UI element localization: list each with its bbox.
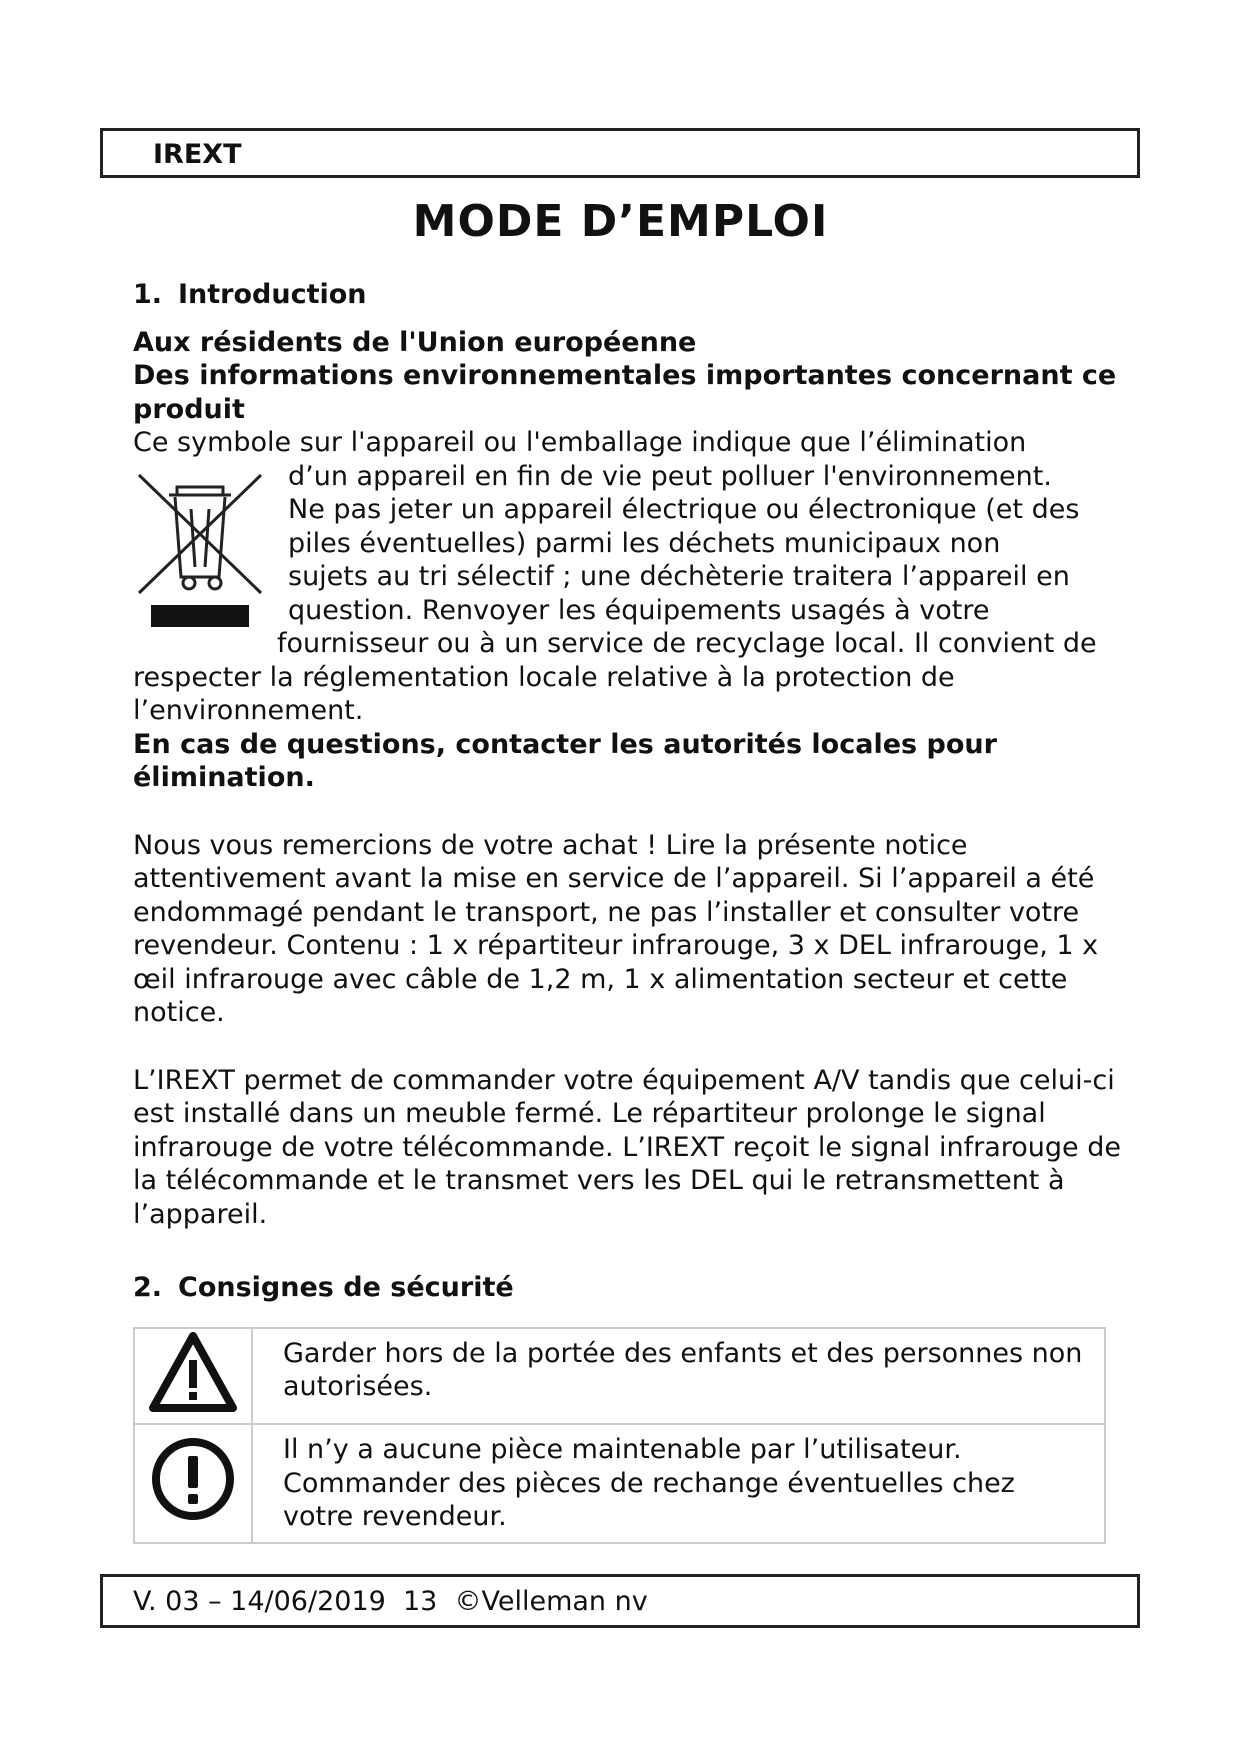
footer-box bbox=[100, 1574, 1140, 1628]
product-code: IREXT bbox=[153, 139, 242, 170]
weee-line: Ne pas jeter un appareil électrique ou électronique (et des bbox=[288, 494, 1080, 525]
crossed-out-bin-icon bbox=[133, 465, 267, 631]
weee-line: d’un appareil en fin de vie peut polluer l'environnement. bbox=[288, 460, 1052, 492]
safety-text: Garder hors de la portée des enfants et des personnes non autorisées. bbox=[252, 1328, 1105, 1425]
weee-line: l’environnement. bbox=[133, 695, 364, 726]
contact-authorities-note: En cas de questions, contacter les autorités locales pour élimination. bbox=[133, 728, 997, 793]
header-box bbox=[100, 128, 1140, 178]
section-heading-introduction bbox=[133, 278, 1138, 312]
weee-block bbox=[133, 426, 1138, 728]
warning-triangle-icon bbox=[147, 1330, 239, 1414]
section-number: 2. bbox=[133, 1272, 163, 1303]
weee-line: piles éventuelles) parmi les déchets municipaux non bbox=[288, 527, 1001, 559]
safety-table bbox=[133, 1327, 1106, 1544]
safety-text: Il n’y a aucune pièce maintenable par l’utilisateur. Commander des pièces de rechange éventuelles chez votre revendeur. bbox=[252, 1424, 1105, 1543]
table-row bbox=[134, 1328, 1105, 1425]
table-row bbox=[134, 1424, 1105, 1543]
irext-description-paragraph: L’IREXT permet de commander votre équipement A/V tandis que celui-ci est installé dans un meuble fermé. Le répartiteur prolonge le signal infrarouge de votre télécommande. L’IREXT reçoit le signal infrarouge de la télécommande et le transmet vers les DEL qui le retransmettent à l’appareil. bbox=[133, 1064, 1121, 1230]
section-number: 1. bbox=[133, 279, 163, 310]
weee-line: question. Renvoyer les équipements usagés à votre bbox=[288, 594, 990, 626]
eu-residents-title: Aux résidents de l'Union européenne bbox=[133, 326, 697, 358]
main-content bbox=[133, 272, 1138, 1544]
icon-cell bbox=[134, 1424, 252, 1543]
weee-line: sujets au tri sélectif ; une déchèterie traitera l’appareil en bbox=[288, 561, 1070, 592]
section-heading-safety bbox=[133, 1271, 1138, 1305]
section-title: Consignes de sécurité bbox=[178, 1272, 514, 1303]
page-title: MODE D’EMPLOI bbox=[412, 196, 829, 247]
footer-version-text: V. 03 – 14/06/2019 13 ©Velleman nv bbox=[133, 1586, 648, 1617]
environmental-info-title: Des informations environnementales importantes concernant ce produit bbox=[133, 360, 1117, 425]
weee-line: Ce symbole sur l'appareil ou l'emballage indique que l’élimination bbox=[133, 427, 1027, 458]
section-title: Introduction bbox=[178, 279, 367, 310]
thanks-paragraph: Nous vous remercions de votre achat ! Lire la présente notice attentivement avant la mise en service de l’appareil. Si l’appareil a été endommagé pendant le transport, ne pas l’installer et consulter votre revendeur. Contenu : 1 x répartiteur infrarouge, 3 x DEL infrarouge, 1 x œil infrarouge avec câble de 1,2 m, 1 x alimentation secteur et cette notice. bbox=[133, 829, 1099, 1028]
exclamation-circle-icon bbox=[150, 1436, 236, 1522]
icon-cell bbox=[134, 1328, 252, 1425]
weee-line: respecter la réglementation locale relative à la protection de bbox=[133, 661, 955, 693]
weee-line: fournisseur ou à un service de recyclage local. Il convient de bbox=[277, 628, 1097, 659]
